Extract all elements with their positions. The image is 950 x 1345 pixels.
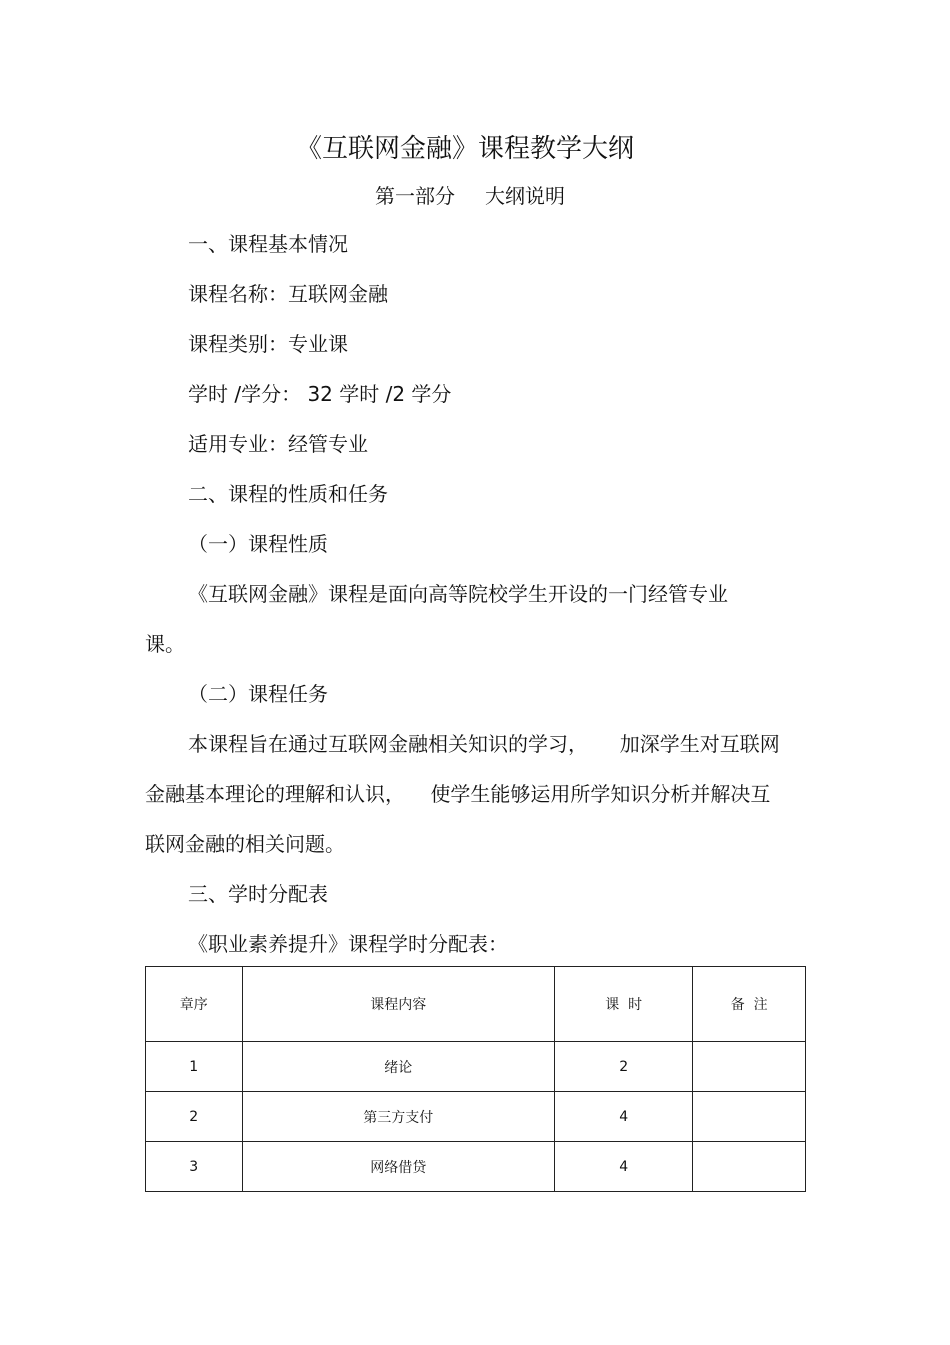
- cell-chapter: 3: [146, 1142, 243, 1192]
- cell-note: [693, 1042, 806, 1092]
- cell-chapter: 1: [146, 1042, 243, 1092]
- table-row: [146, 1092, 806, 1142]
- cell-hours: 2: [555, 1042, 693, 1092]
- cell-hours: 4: [555, 1142, 693, 1192]
- header-note: 备 注: [693, 967, 806, 1042]
- table-caption: 《职业素养提升》课程学时分配表：: [188, 932, 508, 956]
- nature-text-line2: 课。: [145, 632, 185, 656]
- header-chapter: 章序: [146, 967, 243, 1042]
- document-title: 《互联网金融》课程教学大纲: [295, 134, 634, 164]
- section2-heading: 二、课程的性质和任务: [188, 482, 388, 506]
- hours-credits: 学时 /学分： 32 学时 /2 学分: [188, 382, 452, 406]
- cell-note: [693, 1092, 806, 1142]
- nature-text-line1: 《互联网金融》课程是面向高等院校学生开设的一门经管专业: [188, 582, 728, 606]
- cell-content: 网络借贷: [242, 1142, 555, 1192]
- task-text-line3: 联网金融的相关问题。: [145, 832, 345, 856]
- applicable-major: 适用专业：经管专业: [188, 432, 368, 456]
- cell-chapter: 2: [146, 1092, 243, 1142]
- header-content: 课程内容: [242, 967, 555, 1042]
- task-text-line2: 金融基本理论的理解和认识， 使学生能够运用所学知识分析并解决互: [145, 782, 771, 806]
- section1-heading: 一、课程基本情况: [188, 232, 348, 256]
- header-hours: 课 时: [555, 967, 693, 1042]
- course-name: 课程名称：互联网金融: [188, 282, 388, 306]
- task-heading: （二）课程任务: [188, 682, 328, 706]
- cell-hours: 4: [555, 1092, 693, 1142]
- course-category: 课程类别：专业课: [188, 332, 348, 356]
- task-text-line1: 本课程旨在通过互联网金融相关知识的学习， 加深学生对互联网: [188, 732, 780, 756]
- table-header-row: [146, 967, 806, 1042]
- part-heading: [375, 180, 565, 209]
- nature-heading: （一）课程性质: [188, 532, 328, 556]
- hours-allocation-table: [145, 966, 806, 1192]
- cell-note: [693, 1142, 806, 1192]
- cell-content: 第三方支付: [242, 1092, 555, 1142]
- table-row: [146, 1042, 806, 1092]
- part-label: 第一部分: [375, 184, 455, 208]
- table-row: [146, 1142, 806, 1192]
- section3-heading: 三、学时分配表: [188, 882, 328, 906]
- cell-content: 绪论: [242, 1042, 555, 1092]
- part-title: 大纲说明: [485, 184, 565, 208]
